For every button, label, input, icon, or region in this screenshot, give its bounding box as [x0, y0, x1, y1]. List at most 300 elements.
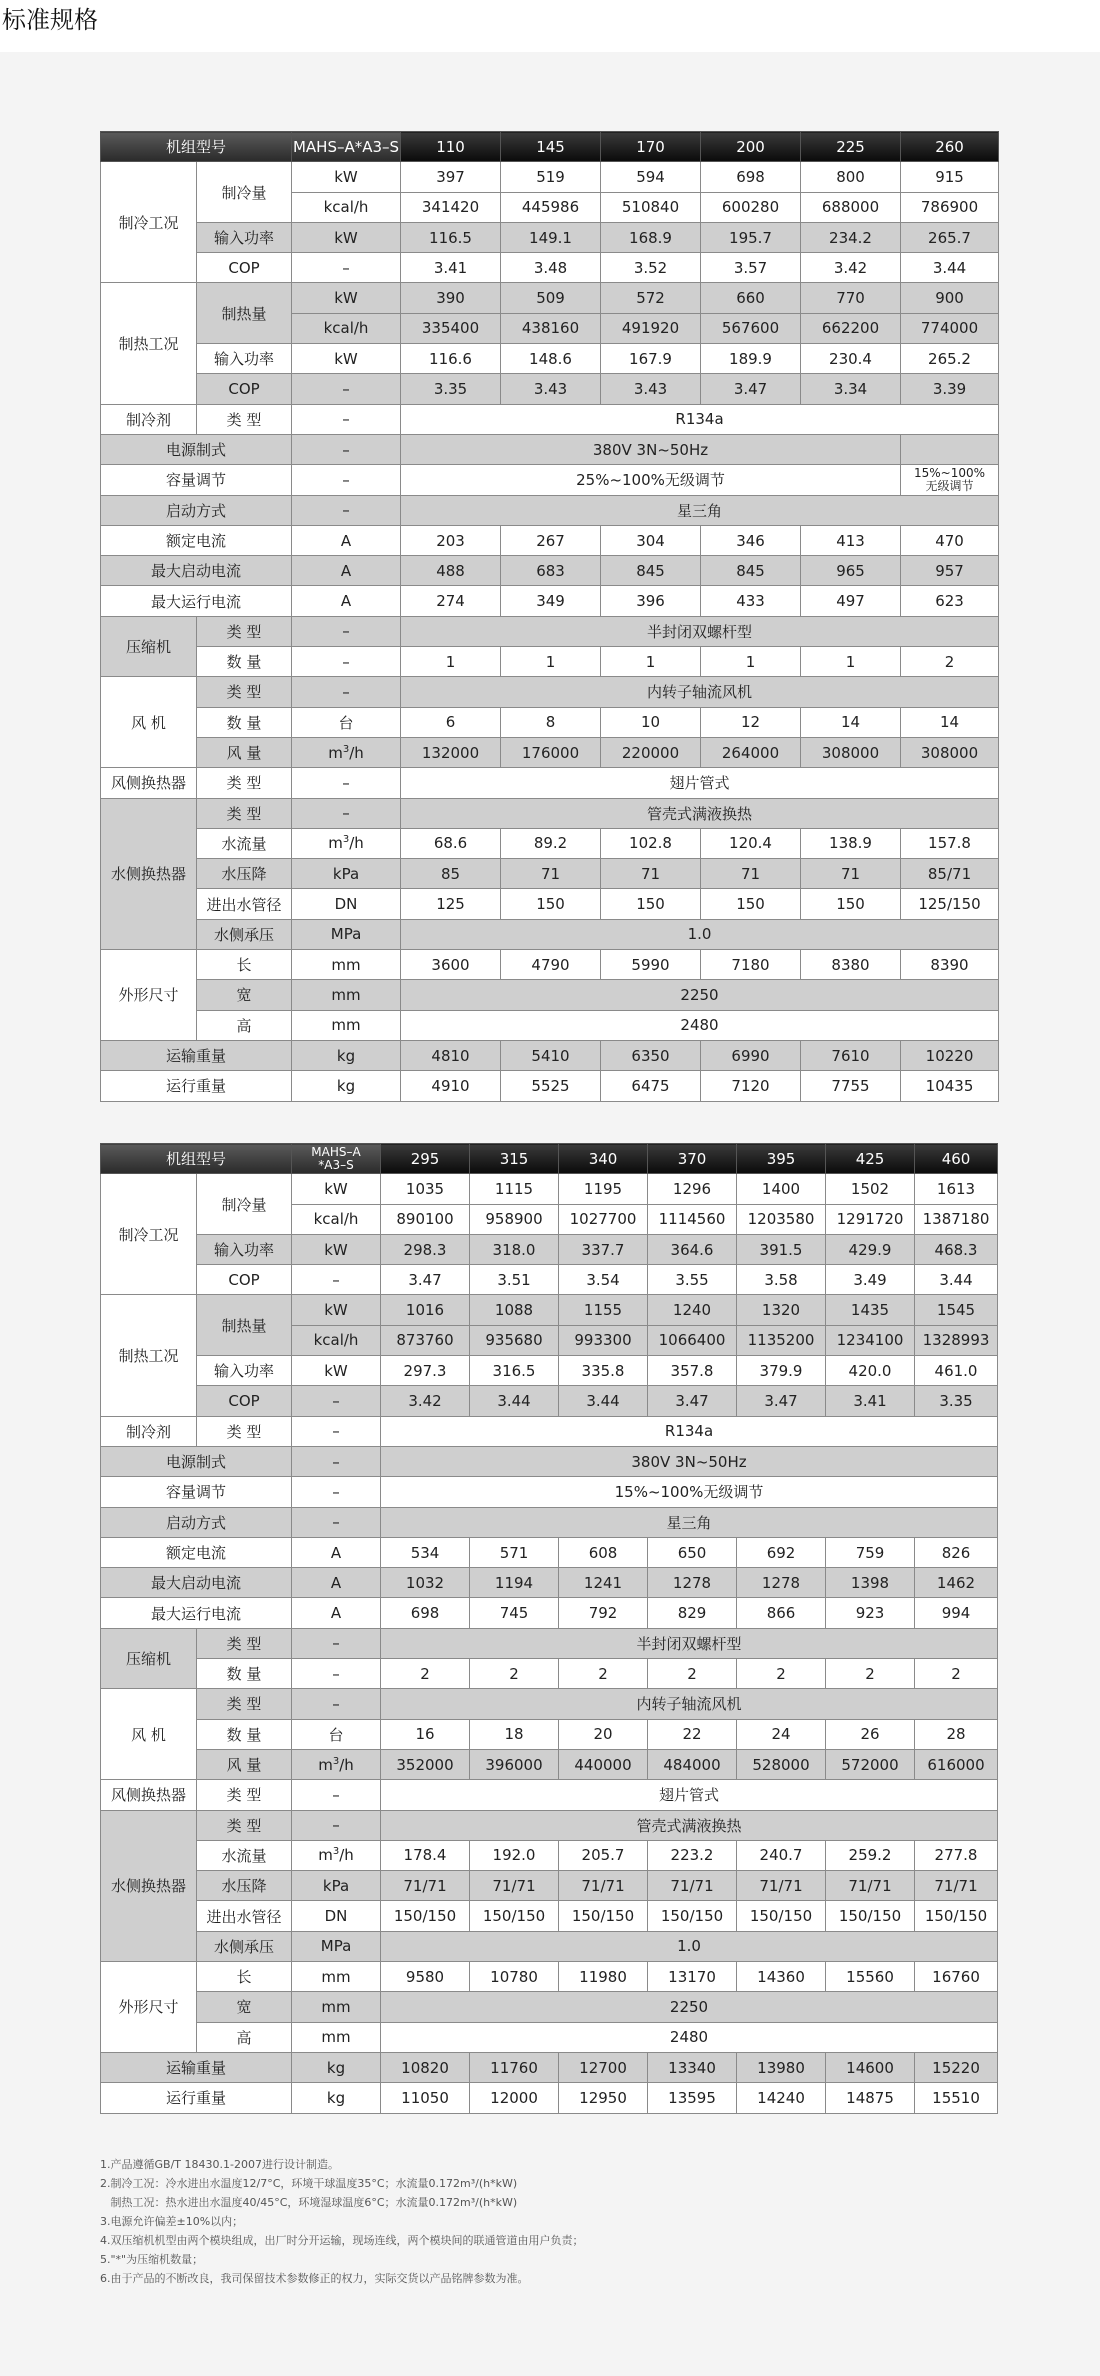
value-cell: 150/150 — [826, 1901, 915, 1931]
value-cell: 923 — [826, 1598, 915, 1628]
value-cell: 4790 — [501, 950, 601, 980]
value-cell: 488 — [401, 556, 501, 586]
value-cell: 259.2 — [826, 1840, 915, 1870]
value-cell: 774000 — [901, 313, 999, 343]
value-cell: 484000 — [648, 1749, 737, 1779]
value-cell: 616000 — [915, 1749, 998, 1779]
power-supply-value: 380V 3N~50Hz — [401, 434, 901, 464]
value-cell: 3.44 — [559, 1386, 648, 1416]
value-cell: 71 — [701, 859, 801, 889]
value-cell: 1155 — [559, 1295, 648, 1325]
value-cell: 3.35 — [915, 1386, 998, 1416]
value-cell: 18 — [470, 1719, 559, 1749]
height-label: 高 — [197, 1010, 292, 1040]
value-cell: 571 — [470, 1537, 559, 1567]
value-cell: 15560 — [826, 1962, 915, 1992]
start-mode-label: 启动方式 — [101, 495, 292, 525]
compressor-label: 压缩机 — [101, 1628, 197, 1689]
value-cell: 600280 — [701, 192, 801, 222]
model-header-cell: 145 — [501, 132, 601, 162]
value-cell: 445986 — [501, 192, 601, 222]
type-label: 类 型 — [197, 677, 292, 707]
water-hx-type-row — [101, 798, 999, 828]
value-cell: 71/71 — [559, 1871, 648, 1901]
value-cell: 567600 — [701, 313, 801, 343]
value-cell: 660 — [701, 283, 801, 313]
unit-cell: kg — [292, 2083, 381, 2113]
value-cell: 16 — [381, 1719, 470, 1749]
unit-cell: DN — [292, 1901, 381, 1931]
value-cell: 316.5 — [470, 1356, 559, 1386]
value-cell: 845 — [601, 556, 701, 586]
value-cell: 192.0 — [470, 1840, 559, 1870]
value-cell: 364.6 — [648, 1234, 737, 1264]
value-cell: 397 — [401, 162, 501, 192]
value-cell: 6475 — [601, 1071, 701, 1101]
value-cell: 335400 — [401, 313, 501, 343]
value-cell: 1115 — [470, 1174, 559, 1204]
dimensions-label: 外形尺寸 — [101, 1962, 197, 2053]
value-cell: 915 — [901, 162, 999, 192]
ship-weight-row — [101, 1040, 999, 1070]
cooling-input-row — [101, 1234, 998, 1264]
water-pd-row — [101, 859, 999, 889]
cop-label: COP — [197, 1265, 292, 1295]
value-cell: 608 — [559, 1537, 648, 1567]
air-hx-label: 风侧换热器 — [101, 768, 197, 798]
value-cell: 3.57 — [701, 253, 801, 283]
value-cell: 12950 — [559, 2083, 648, 2113]
value-cell: 168.9 — [601, 222, 701, 252]
value-cell: 150 — [701, 889, 801, 919]
power-supply-label: 电源制式 — [101, 1446, 292, 1476]
value-cell: 413 — [801, 525, 901, 555]
value-cell: 7120 — [701, 1071, 801, 1101]
heating-input-row — [101, 344, 999, 374]
unit-cell: A — [292, 1537, 381, 1567]
model-header-cell: 460 — [915, 1144, 998, 1174]
value-cell: 1241 — [559, 1568, 648, 1598]
unit-cell: – — [292, 768, 401, 798]
value-cell: 352000 — [381, 1749, 470, 1779]
unit-cell: – — [292, 1265, 381, 1295]
value-cell: 1194 — [470, 1568, 559, 1598]
unit-cell: – — [292, 798, 401, 828]
value-cell: 2 — [381, 1659, 470, 1689]
ship-weight-row — [101, 2052, 998, 2082]
value-cell: 71 — [801, 859, 901, 889]
water-hx-label: 水侧换热器 — [101, 1810, 197, 1961]
unit-cell: kcal/h — [292, 1325, 381, 1355]
value-cell: 3.44 — [901, 253, 999, 283]
value-cell: 623 — [901, 586, 999, 616]
value-cell: 4810 — [401, 1040, 501, 1070]
value-cell: 150/150 — [915, 1901, 998, 1931]
value-cell: 71 — [501, 859, 601, 889]
cooling-input-row — [101, 222, 999, 252]
value-cell: 150 — [801, 889, 901, 919]
unit-cell: kcal/h — [292, 1204, 381, 1234]
header-row — [101, 1144, 998, 1174]
max-run-current-row — [101, 1598, 998, 1628]
value-cell: 220000 — [601, 737, 701, 767]
value-cell: 318.0 — [470, 1234, 559, 1264]
heating-capacity-label: 制热量 — [197, 283, 292, 344]
width-row — [101, 980, 999, 1010]
start-mode-value: 星三角 — [381, 1507, 998, 1537]
refrigerant-value: R134a — [381, 1416, 998, 1446]
compressor-type-row — [101, 1628, 998, 1658]
unit-cell: kW — [292, 344, 401, 374]
refrigerant-row — [101, 1416, 998, 1446]
value-cell: 71/71 — [826, 1871, 915, 1901]
value-cell: 1291720 — [826, 1204, 915, 1234]
unit-cell: – — [292, 1659, 381, 1689]
refrigerant-label: 制冷剂 — [101, 1416, 197, 1446]
quantity-label: 数 量 — [197, 1659, 292, 1689]
value-cell: 189.9 — [701, 344, 801, 374]
heating-kw-row — [101, 1295, 998, 1325]
value-cell: 662200 — [801, 313, 901, 343]
value-cell: 692 — [737, 1537, 826, 1567]
start-mode-value: 星三角 — [401, 495, 999, 525]
value-cell: 10820 — [381, 2052, 470, 2082]
value-cell: 1278 — [737, 1568, 826, 1598]
unit-cell: – — [292, 253, 401, 283]
value-cell: 116.6 — [401, 344, 501, 374]
length-row — [101, 950, 999, 980]
input-power-label: 输入功率 — [197, 222, 292, 252]
value-cell: 396 — [601, 586, 701, 616]
water-flow-label: 水流量 — [197, 828, 292, 858]
value-cell: 1 — [801, 647, 901, 677]
max-start-current-label: 最大启动电流 — [101, 556, 292, 586]
value-cell: 8380 — [801, 950, 901, 980]
value-cell: 2 — [470, 1659, 559, 1689]
unit-cell: kW — [292, 1295, 381, 1325]
unit-cell: 台 — [292, 1719, 381, 1749]
water-pressure-value: 1.0 — [401, 919, 999, 949]
value-cell: 346 — [701, 525, 801, 555]
water-flow-row — [101, 1840, 998, 1870]
fan-type-value: 内转子轴流风机 — [381, 1689, 998, 1719]
value-cell: 1035 — [381, 1174, 470, 1204]
value-cell: 1502 — [826, 1174, 915, 1204]
value-cell: 509 — [501, 283, 601, 313]
refrigerant-row — [101, 404, 999, 434]
model-header-cell: 425 — [826, 1144, 915, 1174]
value-cell: 786900 — [901, 192, 999, 222]
unit-cell: mm — [292, 2022, 381, 2052]
value-cell: 900 — [901, 283, 999, 313]
unit-cell: A — [292, 556, 401, 586]
unit-cell: – — [292, 1477, 381, 1507]
value-cell: 3.42 — [381, 1386, 470, 1416]
note-line: 1.产品遵循GB/T 18430.1-2007进行设计制造。 — [100, 2158, 339, 2171]
value-cell: 13340 — [648, 2052, 737, 2082]
input-power-label: 输入功率 — [197, 1234, 292, 1264]
value-cell: 7755 — [801, 1071, 901, 1101]
input-power-label: 输入功率 — [197, 1356, 292, 1386]
pipe-row — [101, 1901, 998, 1931]
value-cell: 1398 — [826, 1568, 915, 1598]
value-cell: 390 — [401, 283, 501, 313]
unit-cell: kW — [292, 283, 401, 313]
unit-cell: $m^3/h$ — [292, 828, 401, 858]
model-header-cell: 170 — [601, 132, 701, 162]
unit-cell: mm — [292, 980, 401, 1010]
value-cell: 15510 — [915, 2083, 998, 2113]
refrigerant-label: 制冷剂 — [101, 404, 197, 434]
water-flow-label: 水流量 — [197, 1840, 292, 1870]
water-hx-label: 水侧换热器 — [101, 798, 197, 949]
value-cell: 150 — [501, 889, 601, 919]
value-cell: 265.2 — [901, 344, 999, 374]
value-cell: 3.48 — [501, 253, 601, 283]
type-label: 类 型 — [197, 798, 292, 828]
value-cell: 429.9 — [826, 1234, 915, 1264]
compressor-type-value: 半封闭双螺杆型 — [401, 616, 999, 646]
value-cell: 26 — [826, 1719, 915, 1749]
value-cell: 572 — [601, 283, 701, 313]
width-label: 宽 — [197, 1992, 292, 2022]
value-cell: 3.39 — [901, 374, 999, 404]
value-cell: 205.7 — [559, 1840, 648, 1870]
value-cell: 3.52 — [601, 253, 701, 283]
unit-cell: 台 — [292, 707, 401, 737]
quantity-label: 数 量 — [197, 1719, 292, 1749]
value-cell: 1 — [701, 647, 801, 677]
unit-cell: mm — [292, 1992, 381, 2022]
unit-cell: – — [292, 677, 401, 707]
compressor-type-value: 半封闭双螺杆型 — [381, 1628, 998, 1658]
capacity-adj-label: 容量调节 — [101, 1477, 292, 1507]
value-cell: 958900 — [470, 1204, 559, 1234]
value-cell: 341420 — [401, 192, 501, 222]
title-bar — [0, 0, 1100, 52]
value-cell: 10 — [601, 707, 701, 737]
cooling-capacity-label: 制冷量 — [197, 1174, 292, 1235]
fan-type-row — [101, 677, 999, 707]
value-cell: 470 — [901, 525, 999, 555]
run-weight-row — [101, 2083, 998, 2113]
unit-cell: A — [292, 1568, 381, 1598]
value-cell: 433 — [701, 586, 801, 616]
value-cell: 14 — [901, 707, 999, 737]
value-cell: 24 — [737, 1719, 826, 1749]
heating-kw-row — [101, 283, 999, 313]
ship-weight-label: 运输重量 — [101, 2052, 292, 2082]
value-cell: 10780 — [470, 1962, 559, 1992]
value-cell: 2 — [826, 1659, 915, 1689]
value-cell: 650 — [648, 1537, 737, 1567]
compressor-label: 压缩机 — [101, 616, 197, 677]
compressor-qty-row — [101, 647, 999, 677]
unit-cell: – — [292, 1810, 381, 1840]
value-cell: 829 — [648, 1598, 737, 1628]
pipe-label: 进出水管径 — [197, 889, 292, 919]
value-cell: 297.3 — [381, 1356, 470, 1386]
value-cell: 534 — [381, 1537, 470, 1567]
value-cell: 120.4 — [701, 828, 801, 858]
value-cell: 7180 — [701, 950, 801, 980]
max-start-current-row — [101, 1568, 998, 1598]
value-cell: 688000 — [801, 192, 901, 222]
value-cell: 2 — [737, 1659, 826, 1689]
unit-cell: – — [292, 1628, 381, 1658]
capacity-adj-value: 25%~100%无级调节 — [401, 465, 901, 495]
value-cell: 14 — [801, 707, 901, 737]
fan-label: 风 机 — [101, 1689, 197, 1780]
value-cell: 379.9 — [737, 1356, 826, 1386]
value-cell: 6990 — [701, 1040, 801, 1070]
value-cell: 396000 — [470, 1749, 559, 1779]
value-cell: 2 — [559, 1659, 648, 1689]
value-cell: 240.7 — [737, 1840, 826, 1870]
power-supply-label: 电源制式 — [101, 434, 292, 464]
unit-cell: kW — [292, 162, 401, 192]
cooling-kw-row — [101, 162, 999, 192]
value-cell: 3.43 — [601, 374, 701, 404]
cooling-kw-row — [101, 1174, 998, 1204]
value-cell: 12 — [701, 707, 801, 737]
model-header-cell: 260 — [901, 132, 999, 162]
value-cell: 335.8 — [559, 1356, 648, 1386]
width-value: 2250 — [401, 980, 999, 1010]
value-cell: 528000 — [737, 1749, 826, 1779]
power-supply-value: 380V 3N~50Hz — [381, 1446, 998, 1476]
rated-current-label: 额定电流 — [101, 525, 292, 555]
unit-cell: – — [292, 1386, 381, 1416]
value-cell: 357.8 — [648, 1356, 737, 1386]
water-hx-type-row — [101, 1810, 998, 1840]
value-cell: 3.41 — [826, 1386, 915, 1416]
value-cell: 1387180 — [915, 1204, 998, 1234]
unit-cell: $m^3/h$ — [292, 737, 401, 767]
unit-cell: – — [292, 1780, 381, 1810]
value-cell: 1 — [601, 647, 701, 677]
type-label: 类 型 — [197, 1628, 292, 1658]
value-cell: 497 — [801, 586, 901, 616]
value-cell: 15220 — [915, 2052, 998, 2082]
value-cell: 994 — [915, 1598, 998, 1628]
value-cell: 71/71 — [737, 1871, 826, 1901]
value-cell: 125 — [401, 889, 501, 919]
unit-cell: kPa — [292, 859, 401, 889]
value-cell: 14600 — [826, 2052, 915, 2082]
unit-cell: kW — [292, 222, 401, 252]
value-cell: 510840 — [601, 192, 701, 222]
value-cell: 792 — [559, 1598, 648, 1628]
empty-cell — [901, 434, 999, 464]
value-cell: 3.43 — [501, 374, 601, 404]
value-cell: 1234100 — [826, 1325, 915, 1355]
value-cell: 3.49 — [826, 1265, 915, 1295]
water-pd-row — [101, 1871, 998, 1901]
value-cell: 150/150 — [648, 1901, 737, 1931]
start-mode-row — [101, 1507, 998, 1537]
value-cell: 264000 — [701, 737, 801, 767]
unit-cell: kg — [292, 1071, 401, 1101]
refrigerant-value: R134a — [401, 404, 999, 434]
unit-cell: kW — [292, 1356, 381, 1386]
value-cell: 770 — [801, 283, 901, 313]
unit-cell: $m^3/h$ — [292, 1840, 381, 1870]
value-cell: 13170 — [648, 1962, 737, 1992]
value-cell: 203 — [401, 525, 501, 555]
value-cell: 150/150 — [559, 1901, 648, 1931]
length-label: 长 — [197, 950, 292, 980]
fan-type-row — [101, 1689, 998, 1719]
fan-label: 风 机 — [101, 677, 197, 768]
value-cell: 438160 — [501, 313, 601, 343]
value-cell: 2 — [648, 1659, 737, 1689]
value-cell: 3.58 — [737, 1265, 826, 1295]
value-cell: 150/150 — [381, 1901, 470, 1931]
value-cell: 20 — [559, 1719, 648, 1749]
value-cell: 277.8 — [915, 1840, 998, 1870]
unit-cell: $m^3/h$ — [292, 1749, 381, 1779]
header-row — [101, 132, 999, 162]
air-hx-row — [101, 1780, 998, 1810]
fan-qty-row — [101, 707, 999, 737]
compressor-type-row — [101, 616, 999, 646]
value-cell: 8 — [501, 707, 601, 737]
value-cell: 1240 — [648, 1295, 737, 1325]
type-label: 类 型 — [197, 1810, 292, 1840]
unit-cell: kW — [292, 1174, 381, 1204]
unit-cell: A — [292, 525, 401, 555]
model-header-cell: 110 — [401, 132, 501, 162]
value-cell: 1278 — [648, 1568, 737, 1598]
value-cell: 68.6 — [401, 828, 501, 858]
value-cell: 1328993 — [915, 1325, 998, 1355]
heating-input-row — [101, 1356, 998, 1386]
cooling-group-label: 制冷工况 — [101, 1174, 197, 1295]
unit-cell: – — [292, 647, 401, 677]
value-cell: 873760 — [381, 1325, 470, 1355]
value-cell: 6350 — [601, 1040, 701, 1070]
value-cell: 3.54 — [559, 1265, 648, 1295]
rated-current-row — [101, 525, 999, 555]
water-pd-label: 水压降 — [197, 859, 292, 889]
value-cell: 274 — [401, 586, 501, 616]
value-cell: 683 — [501, 556, 601, 586]
capacity-adj-row — [101, 465, 999, 495]
value-cell: 8390 — [901, 950, 999, 980]
type-label: 类 型 — [197, 1780, 292, 1810]
value-cell: 138.9 — [801, 828, 901, 858]
unit-cell: – — [292, 1446, 381, 1476]
series-name: MAHS–A*A3–S — [292, 132, 401, 162]
value-cell: 14240 — [737, 2083, 826, 2113]
value-cell: 890100 — [381, 1204, 470, 1234]
value-cell: 745 — [470, 1598, 559, 1628]
value-cell: 148.6 — [501, 344, 601, 374]
note-line: 6.由于产品的不断改良，我司保留技术参数修正的权力，实际交货以产品铭牌参数为准。 — [100, 2272, 529, 2285]
value-cell: 1435 — [826, 1295, 915, 1325]
value-cell: 116.5 — [401, 222, 501, 252]
unit-cell: – — [292, 495, 401, 525]
cooling-cop-row — [101, 253, 999, 283]
air-hx-type-value: 翅片管式 — [401, 768, 999, 798]
water-pressure-label: 水侧承压 — [197, 1931, 292, 1961]
value-cell: 71/71 — [915, 1871, 998, 1901]
value-cell: 12000 — [470, 2083, 559, 2113]
value-cell: 1016 — [381, 1295, 470, 1325]
airflow-label: 风 量 — [197, 1749, 292, 1779]
cooling-group-label: 制冷工况 — [101, 162, 197, 283]
